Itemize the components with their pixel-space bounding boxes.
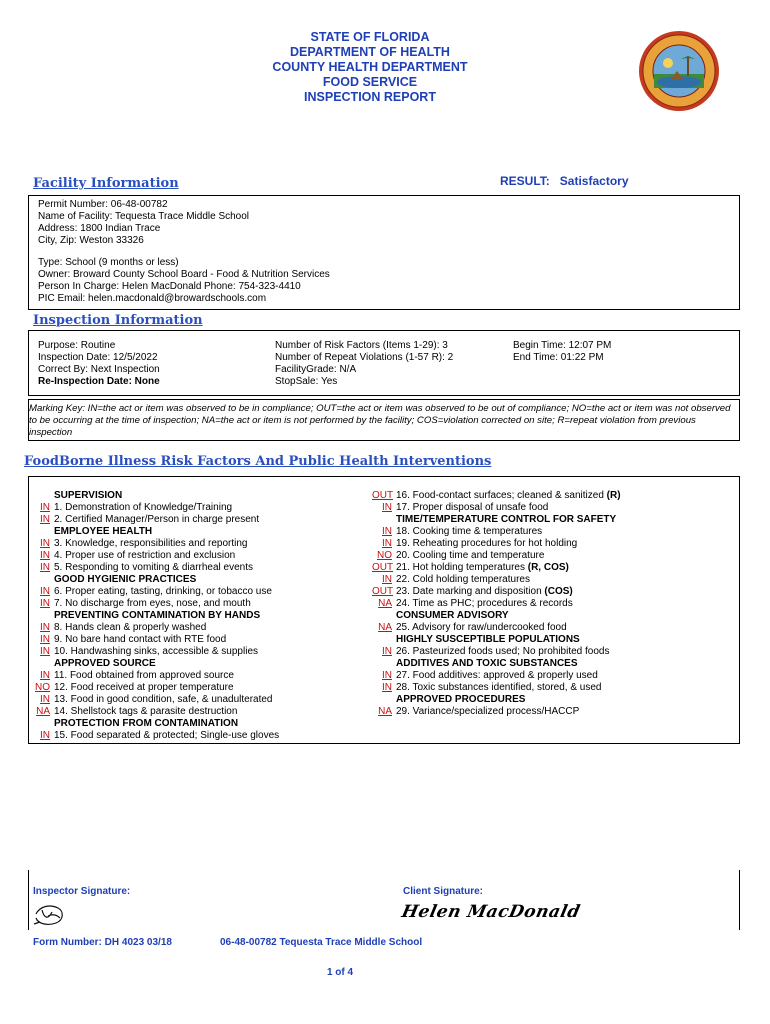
- facility-section-title: Facility Information: [33, 176, 179, 191]
- item-suffix: (R, COS): [524, 562, 569, 573]
- risk-category-heading: [372, 514, 621, 526]
- item-status: IN: [382, 682, 392, 693]
- risk-item: [372, 670, 621, 682]
- page-number: 1 of 4: [326, 967, 354, 978]
- item-status: IN: [40, 562, 50, 573]
- item-suffix: (R): [603, 490, 621, 501]
- item-text: PREVENTING CONTAMINATION BY HANDS: [54, 610, 261, 621]
- item-text: 4. Proper use of restriction and exclusion: [54, 550, 236, 561]
- item-text: 7. No discharge from eyes, nose, and mouth: [54, 598, 251, 609]
- item-text: 13. Food in good condition, safe, & unadulterated: [54, 694, 273, 705]
- inspection-purpose: Purpose: Routine: [38, 340, 116, 351]
- item-status: IN: [40, 646, 50, 657]
- risk-category-heading: [30, 574, 279, 586]
- item-text: 9. No bare hand contact with RTE food: [54, 634, 227, 645]
- item-text: 27. Food additives: approved & properly used: [396, 670, 598, 681]
- item-status: IN: [40, 598, 50, 609]
- header-department: DEPARTMENT OF HEALTH: [290, 45, 450, 59]
- item-text: 8. Hands clean & properly washed: [54, 622, 207, 633]
- item-text: GOOD HYGIENIC PRACTICES: [54, 574, 197, 585]
- facility-owner: Owner: Broward County School Board - Food & Nutrition Services: [38, 269, 330, 280]
- client-signature-label: Client Signature:: [403, 886, 484, 897]
- risk-item: [30, 598, 279, 610]
- item-status: IN: [40, 550, 50, 561]
- item-status: IN: [382, 502, 392, 513]
- item-text: 6. Proper eating, tasting, drinking, or tobacco use: [54, 586, 272, 597]
- header-food-service: FOOD SERVICE: [322, 75, 418, 89]
- risk-factor-count: Number of Risk Factors (Items 1-29): 3: [275, 340, 448, 351]
- risk-item: [30, 538, 279, 550]
- risk-category-heading: [372, 610, 621, 622]
- risk-category-heading: [30, 610, 279, 622]
- repeat-violation-count: Number of Repeat Violations (1-57 R): 2: [275, 352, 454, 363]
- result-value: Satisfactory: [559, 174, 629, 188]
- risk-factors-section-title: FoodBorne Illness Risk Factors And Public Health Interventions: [24, 454, 492, 469]
- item-text: APPROVED PROCEDURES: [396, 694, 526, 705]
- pic-phone: Phone: 754-323-4410: [204, 281, 301, 292]
- risk-item: [30, 562, 279, 574]
- item-text: 5. Responding to vomiting & diarrheal events: [54, 562, 254, 573]
- item-text: TIME/TEMPERATURE CONTROL FOR SAFETY: [396, 514, 617, 525]
- facility-type: Type: School (9 months or less): [38, 257, 179, 268]
- item-status: IN: [40, 514, 50, 525]
- inspection-result: [500, 174, 629, 188]
- item-text: 18. Cooking time & temperatures: [396, 526, 543, 537]
- item-text: CONSUMER ADVISORY: [396, 610, 509, 621]
- risk-item: [372, 538, 621, 550]
- item-status: IN: [382, 574, 392, 585]
- header-state: STATE OF FLORIDA: [310, 30, 430, 44]
- item-text: 23. Date marking and disposition: [396, 586, 542, 597]
- stop-sale: StopSale: Yes: [275, 376, 338, 387]
- item-text: SUPERVISION: [54, 490, 123, 501]
- item-status: IN: [40, 502, 50, 513]
- item-status: IN: [382, 646, 392, 657]
- item-status: IN: [40, 538, 50, 549]
- item-status: IN: [382, 526, 392, 537]
- item-text: 1. Demonstration of Knowledge/Training: [54, 502, 233, 513]
- item-suffix: (COS): [541, 586, 573, 597]
- inspector-signature-label: Inspector Signature:: [33, 886, 131, 897]
- risk-item: [30, 550, 279, 562]
- risk-item: [372, 550, 621, 562]
- risk-category-heading: [30, 490, 279, 502]
- item-text: 19. Reheating procedures for hot holding: [396, 538, 578, 549]
- item-text: 26. Pasteurized foods used; No prohibited foods: [396, 646, 610, 657]
- risk-item: [372, 562, 621, 574]
- facility-grade: FacilityGrade: N/A: [275, 364, 357, 375]
- item-text: 25. Advisory for raw/undercooked food: [396, 622, 567, 633]
- inspector-signature-icon: [30, 900, 70, 930]
- person-in-charge: Person In Charge: Helen MacDonald: [38, 281, 202, 292]
- permit-number: Permit Number: 06-48-00782: [38, 199, 168, 210]
- inspection-col-1: [38, 340, 160, 388]
- risk-category-heading: [30, 658, 279, 670]
- risk-category-heading: [30, 526, 279, 538]
- item-status: IN: [382, 538, 392, 549]
- risk-item: [372, 622, 621, 634]
- item-text: EMPLOYEE HEALTH: [54, 526, 153, 537]
- item-text: 17. Proper disposal of unsafe food: [396, 502, 549, 513]
- risk-item: [372, 526, 621, 538]
- item-text: 29. Variance/specialized process/HACCP: [396, 706, 580, 717]
- item-text: 28. Toxic substances identified, stored, & used: [396, 682, 602, 693]
- item-status: NA: [378, 622, 392, 633]
- item-text: 14. Shellstock tags & parasite destruction: [54, 706, 238, 717]
- footer-permit-facility: 06-48-00782 Tequesta Trace Middle School: [220, 937, 423, 948]
- inspection-date: Inspection Date: 12/5/2022: [38, 352, 158, 363]
- risk-item: [372, 646, 621, 658]
- risk-item: [30, 670, 279, 682]
- florida-seal-icon: [638, 30, 720, 112]
- inspection-col-2: [275, 340, 453, 388]
- risk-items-right: [372, 490, 621, 718]
- item-text: APPROVED SOURCE: [54, 658, 156, 669]
- item-text: 2. Certified Manager/Person in charge present: [54, 514, 260, 525]
- item-text: 11. Food obtained from approved source: [54, 670, 234, 681]
- inspection-section-title: Inspection Information: [33, 313, 203, 328]
- item-status: OUT: [372, 586, 394, 597]
- item-text: PROTECTION FROM CONTAMINATION: [54, 718, 239, 729]
- item-text: 16. Food-contact surfaces; cleaned & sanitized: [396, 490, 604, 501]
- item-text: 3. Knowledge, responsibilities and reporting: [54, 538, 248, 549]
- item-status: IN: [40, 694, 50, 705]
- item-status: NO: [35, 682, 50, 693]
- risk-item: [30, 634, 279, 646]
- item-status: OUT: [372, 562, 394, 573]
- item-text: HIGHLY SUSCEPTIBLE POPULATIONS: [396, 634, 580, 645]
- marking-key: Marking Key: IN=the act or item was observed to be in compliance; OUT=the act or item was observed to be out of compliance; NO=the act or item was not observed to be occurring at the time of inspection; NA=the act or item is not performed by the facility; COS=violation corrected on site; R=repeat violation from previous inspection: [29, 403, 731, 438]
- item-status: IN: [40, 586, 50, 597]
- header-county: COUNTY HEALTH DEPARTMENT: [272, 60, 468, 74]
- risk-item: [372, 586, 621, 598]
- end-time: End Time: 01:22 PM: [513, 352, 604, 363]
- inspection-col-3: [513, 340, 611, 364]
- risk-item: [30, 646, 279, 658]
- facility-details: [38, 199, 330, 305]
- risk-category-heading: [372, 694, 621, 706]
- item-status: IN: [382, 670, 392, 681]
- item-status: IN: [40, 670, 50, 681]
- risk-item: [30, 502, 279, 514]
- risk-item: [30, 586, 279, 598]
- risk-item: [372, 598, 621, 610]
- form-number: Form Number: DH 4023 03/18: [33, 937, 172, 948]
- reinspection-date: Re-Inspection Date: None: [38, 376, 160, 387]
- item-status: NO: [377, 550, 392, 561]
- risk-item: [372, 574, 621, 586]
- facility-name: Name of Facility: Tequesta Trace Middle School: [38, 211, 250, 222]
- pic-email: PIC Email: helen.macdonald@browardschools.com: [38, 293, 267, 304]
- header-report-title: INSPECTION REPORT: [304, 90, 436, 104]
- facility-city-zip: City, Zip: Weston 33326: [38, 235, 144, 246]
- risk-item: [372, 502, 621, 514]
- risk-item: [30, 514, 279, 526]
- risk-item: [30, 730, 279, 742]
- risk-items-left: [30, 490, 279, 742]
- facility-address: Address: 1800 Indian Trace: [38, 223, 161, 234]
- risk-category-heading: [372, 634, 621, 646]
- correct-by: Correct By: Next Inspection: [38, 364, 160, 375]
- client-signature: Helen MacDonald: [399, 902, 583, 922]
- begin-time: Begin Time: 12:07 PM: [513, 340, 612, 351]
- risk-item: [372, 706, 621, 718]
- item-text: 12. Food received at proper temperature: [54, 682, 234, 693]
- risk-item: [30, 622, 279, 634]
- item-text: 15. Food separated & protected; Single-use gloves: [54, 730, 280, 741]
- risk-item: [30, 682, 279, 694]
- item-status: NA: [378, 706, 392, 717]
- item-text: 20. Cooling time and temperature: [396, 550, 545, 561]
- item-text: 22. Cold holding temperatures: [396, 574, 530, 585]
- item-status: IN: [40, 634, 50, 645]
- item-text: 10. Handwashing sinks, accessible & supplies: [54, 646, 258, 657]
- signature-box: [28, 870, 740, 930]
- risk-category-heading: [30, 718, 279, 730]
- item-status: NA: [378, 598, 392, 609]
- item-status: OUT: [372, 490, 394, 501]
- item-status: NA: [36, 706, 50, 717]
- item-status: IN: [40, 730, 50, 741]
- item-text: ADDITIVES AND TOXIC SUBSTANCES: [396, 658, 578, 669]
- risk-item: [30, 694, 279, 706]
- item-text: 24. Time as PHC; procedures & records: [396, 598, 573, 609]
- person-in-charge-row: [38, 281, 330, 293]
- risk-item: [372, 682, 621, 694]
- report-header: [0, 30, 740, 105]
- risk-item: [30, 706, 279, 718]
- result-label: RESULT:: [500, 174, 550, 188]
- risk-category-heading: [372, 658, 621, 670]
- risk-item: [372, 490, 621, 502]
- item-status: IN: [40, 622, 50, 633]
- item-text: 21. Hot holding temperatures: [396, 562, 525, 573]
